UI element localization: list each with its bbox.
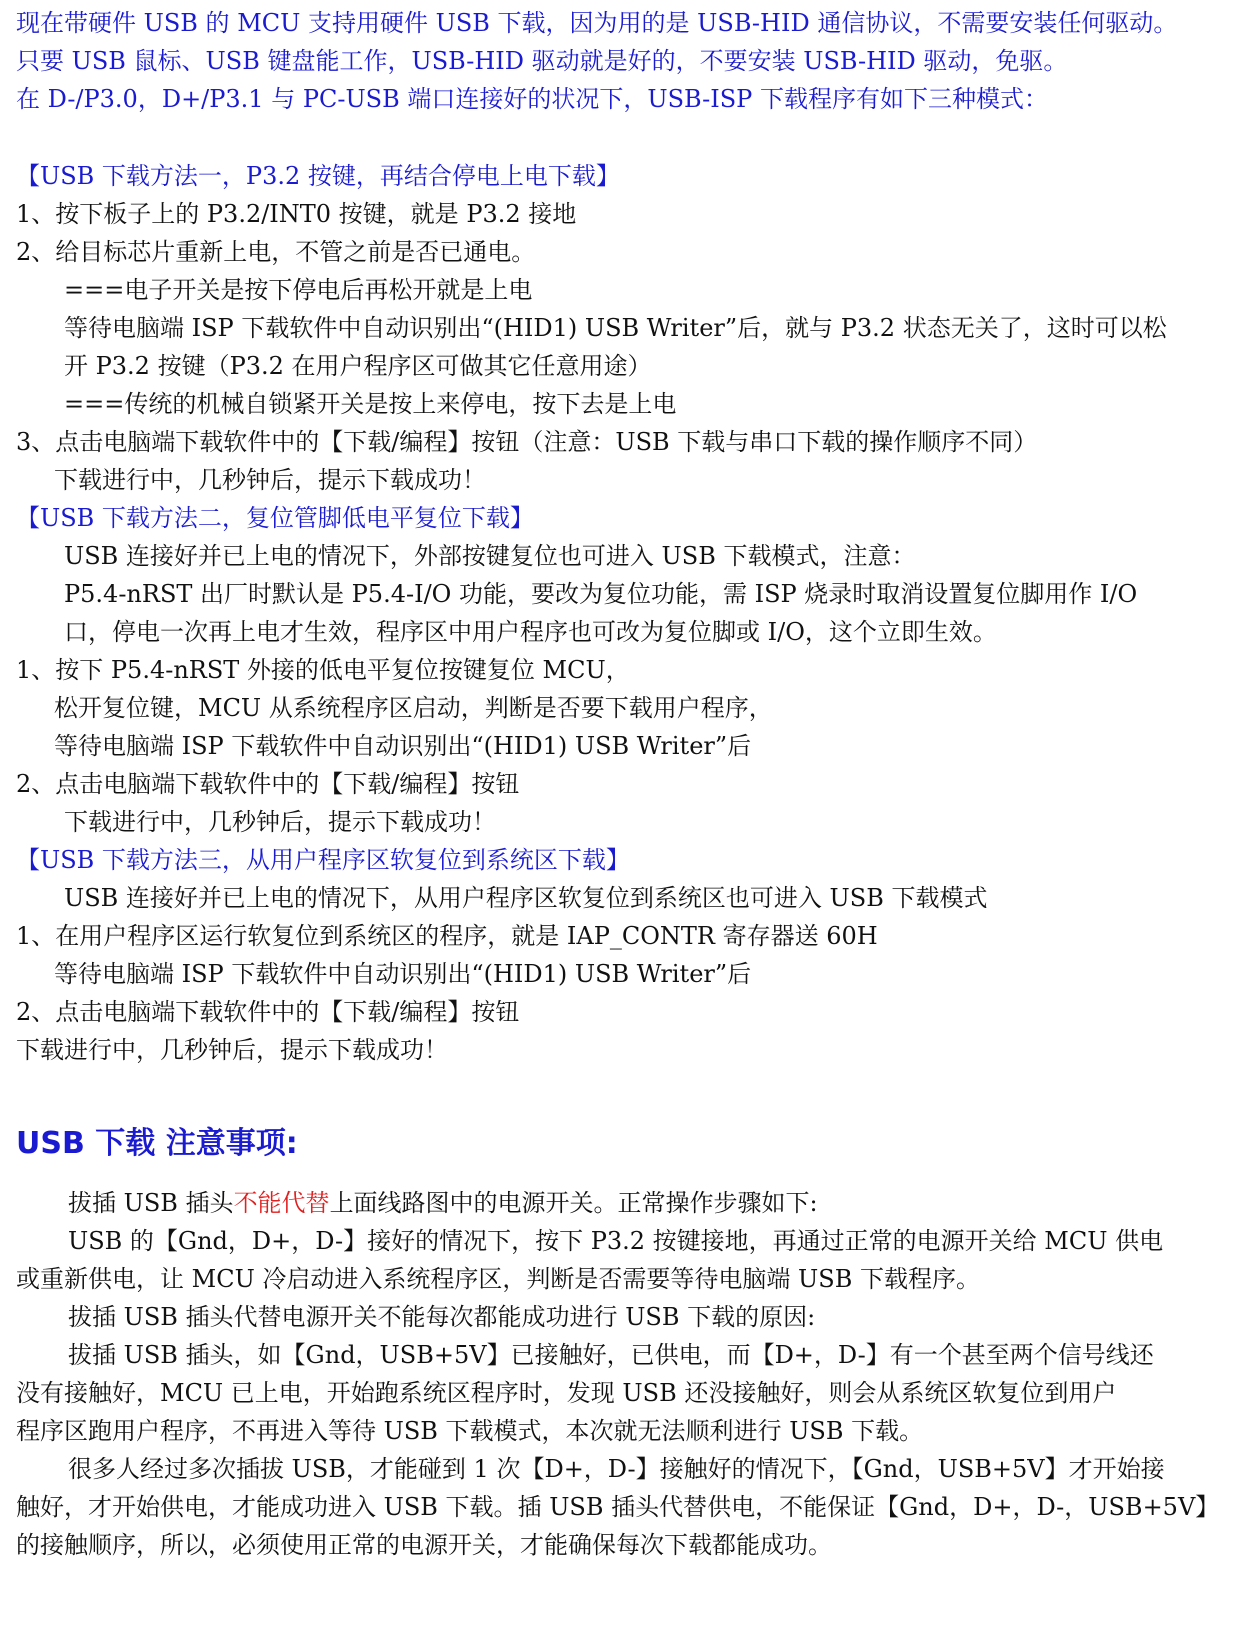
notes-heading: USB 下载 注意事项: (16, 1126, 298, 1161)
method1-title: 【USB 下载方法一，P3.2 按键，再结合停电上电下载】 (16, 162, 620, 190)
method1-step1: 1、按下板子上的 P3.2/INT0 按键，就是 P3.2 接地 (16, 200, 577, 228)
method3-step2: 2、点击电脑端下载软件中的【下载/编程】按钮 (16, 998, 520, 1026)
notes-p1-highlight: 不能代替 (233, 1189, 330, 1217)
notes-paragraph-1 (68, 1183, 1239, 1223)
intro-line-2: 只要 USB 鼠标、USB 键盘能工作，USB-HID 驱动就是好的，不要安装 USB-HID 驱动，免驱。 (16, 47, 1068, 75)
method2-step2: 2、点击电脑端下载软件中的【下载/编程】按钮 (16, 770, 520, 798)
method3-step2b: 下载进行中，几秒钟后，提示下载成功！ (16, 1036, 448, 1064)
method3-step1b: 等待电脑端 ISP 下载软件中自动识别出“(HID1) USB Writer”后 (54, 960, 752, 988)
notes-p4c: 程序区跑用户程序，不再进入等待 USB 下载模式，本次就无法顺利进行 USB 下载。 (16, 1417, 924, 1445)
method1-step3: 3、点击电脑端下载软件中的【下载/编程】按钮（注意：USB 下载与串口下载的操作顺序不同） (16, 428, 1038, 456)
method2-step1: 1、按下 P5.4-nRST 外接的低电平复位按键复位 MCU， (16, 656, 630, 684)
method2-desc2b: 口，停电一次再上电才生效，程序区中用户程序也可改为复位脚或 I/O，这个立即生效。 (64, 618, 997, 646)
method2-desc1: USB 连接好并已上电的情况下，外部按键复位也可进入 USB 下载模式，注意： (64, 542, 916, 570)
method1-note1: ===电子开关是按下停电后再松开就是上电 (64, 276, 533, 304)
method2-title: 【USB 下载方法二，复位管脚低电平复位下载】 (16, 504, 534, 532)
notes-p2b: 或重新供电，让 MCU 冷启动进入系统程序区，判断是否需要等待电脑端 USB 下载程序。 (16, 1265, 980, 1293)
notes-p5c: 的接触顺序，所以，必须使用正常的电源开关，才能确保每次下载都能成功。 (16, 1531, 832, 1559)
notes-p2a: USB 的【Gnd，D+，D-】接好的情况下，按下 P3.2 按键接地，再通过正常的电源开关给 MCU 供电 (68, 1227, 1164, 1255)
method1-step2: 2、给目标芯片重新上电，不管之前是否已通电。 (16, 238, 536, 266)
notes-p5b: 触好，才开始供电，才能成功进入 USB 下载。插 USB 插头代替供电，不能保证【Gnd，D+，D-，USB+5V】 (16, 1493, 1220, 1521)
method1-note2b: 开 P3.2 按键（P3.2 在用户程序区可做其它任意用途） (64, 352, 652, 380)
intro-line-1: 现在带硬件 USB 的 MCU 支持用硬件 USB 下载，因为用的是 USB-HID 通信协议，不需要安装任何驱动。 (16, 9, 1178, 37)
notes-p4b: 没有接触好，MCU 已上电，开始跑系统区程序时，发现 USB 还没接触好，则会从系统区软复位到用户 (16, 1379, 1117, 1407)
method3-step1: 1、在用户程序区运行软复位到系统区的程序，就是 IAP_CONTR 寄存器送 60H (16, 922, 878, 950)
method2-desc2a: P5.4-nRST 出厂时默认是 P5.4-I/O 功能，要改为复位功能，需 ISP 烧录时取消设置复位脚用作 I/O (64, 580, 1138, 608)
notes-p3: 拔插 USB 插头代替电源开关不能每次都能成功进行 USB 下载的原因: (68, 1303, 816, 1331)
method1-note3: ===传统的机械自锁紧开关是按上来停电，按下去是上电 (64, 390, 677, 418)
intro-line-3: 在 D-/P3.0，D+/P3.1 与 PC-USB 端口连接好的状况下，USB-ISP 下载程序有如下三种模式： (16, 85, 1048, 113)
method1-step3b: 下载进行中，几秒钟后，提示下载成功！ (54, 466, 486, 494)
method2-step1b: 松开复位键，MCU 从系统程序区启动，判断是否要下载用户程序， (54, 694, 773, 722)
method3-title: 【USB 下载方法三，从用户程序区软复位到系统区下载】 (16, 846, 630, 874)
notes-p5a: 很多人经过多次插拔 USB，才能碰到 1 次【D+，D-】接触好的情况下，【Gnd，USB+5V】才开始接 (68, 1455, 1165, 1483)
notes-p1-post: 上面线路图中的电源开关。正常操作步骤如下: (329, 1189, 818, 1217)
method1-note2a: 等待电脑端 ISP 下载软件中自动识别出“(HID1) USB Writer”后，就与 P3.2 状态无关了，这时可以松 (64, 314, 1167, 342)
notes-p4a: 拔插 USB 插头，如【Gnd，USB+5V】已接触好，已供电，而【D+，D-】有一个甚至两个信号线还 (68, 1341, 1154, 1369)
notes-p1-pre: 拔插 USB 插头 (68, 1189, 234, 1217)
method2-step2b: 下载进行中，几秒钟后，提示下载成功！ (64, 808, 496, 836)
method2-step1c: 等待电脑端 ISP 下载软件中自动识别出“(HID1) USB Writer”后 (54, 732, 752, 760)
method3-desc: USB 连接好并已上电的情况下，从用户程序区软复位到系统区也可进入 USB 下载模式 (64, 884, 988, 912)
